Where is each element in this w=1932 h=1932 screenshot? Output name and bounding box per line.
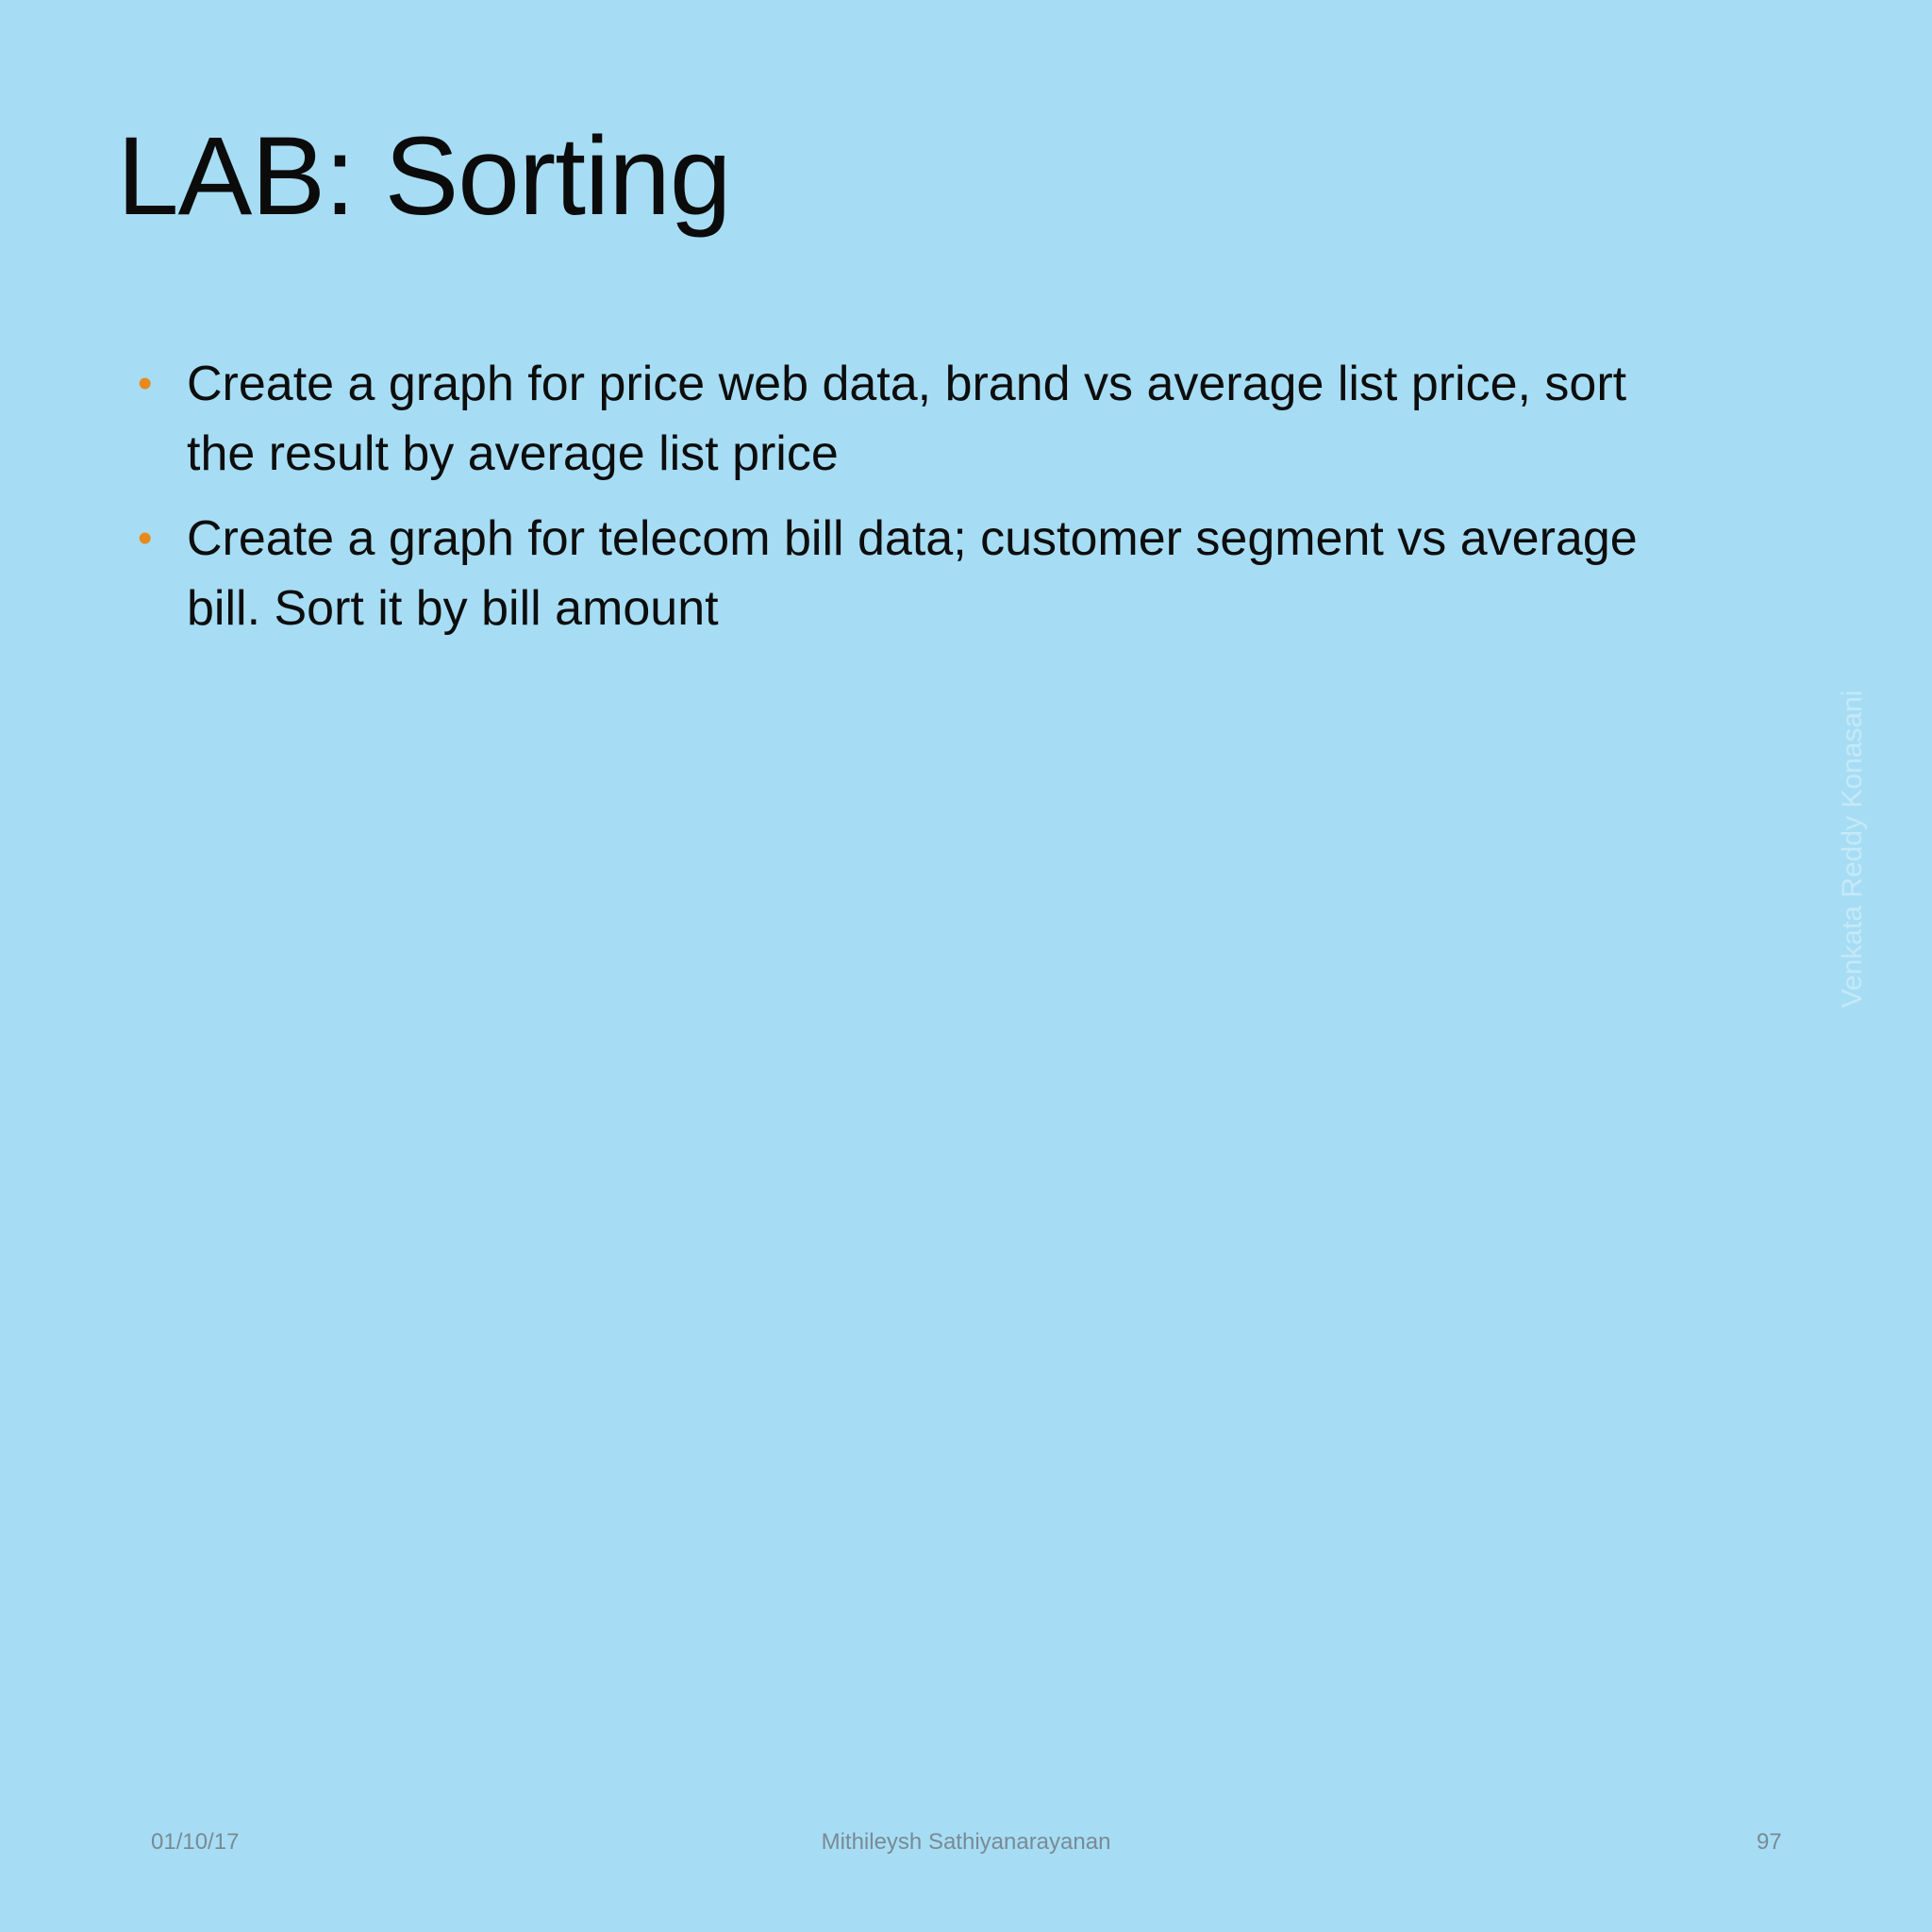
bullet-text: Create a graph for telecom bill data; customer segment vs average bill. Sort it by bill amount	[187, 511, 1638, 636]
bullet-item	[138, 504, 1685, 643]
footer-author: Mithileysh Sathiyanarayanan	[821, 1829, 1111, 1855]
watermark: Venkata Reddy Konasani	[1837, 690, 1868, 1008]
slide-title: LAB: Sorting	[117, 114, 731, 239]
bullet-icon: •	[138, 360, 153, 407]
footer-date: 01/10/17	[151, 1829, 240, 1855]
bullet-list	[138, 349, 1685, 658]
bullet-item	[138, 349, 1685, 489]
bullet-icon: •	[138, 515, 153, 561]
footer-page-number: 97	[1757, 1829, 1782, 1855]
bullet-text: Create a graph for price web data, brand vs average list price, sort the result by average list price	[187, 357, 1627, 481]
